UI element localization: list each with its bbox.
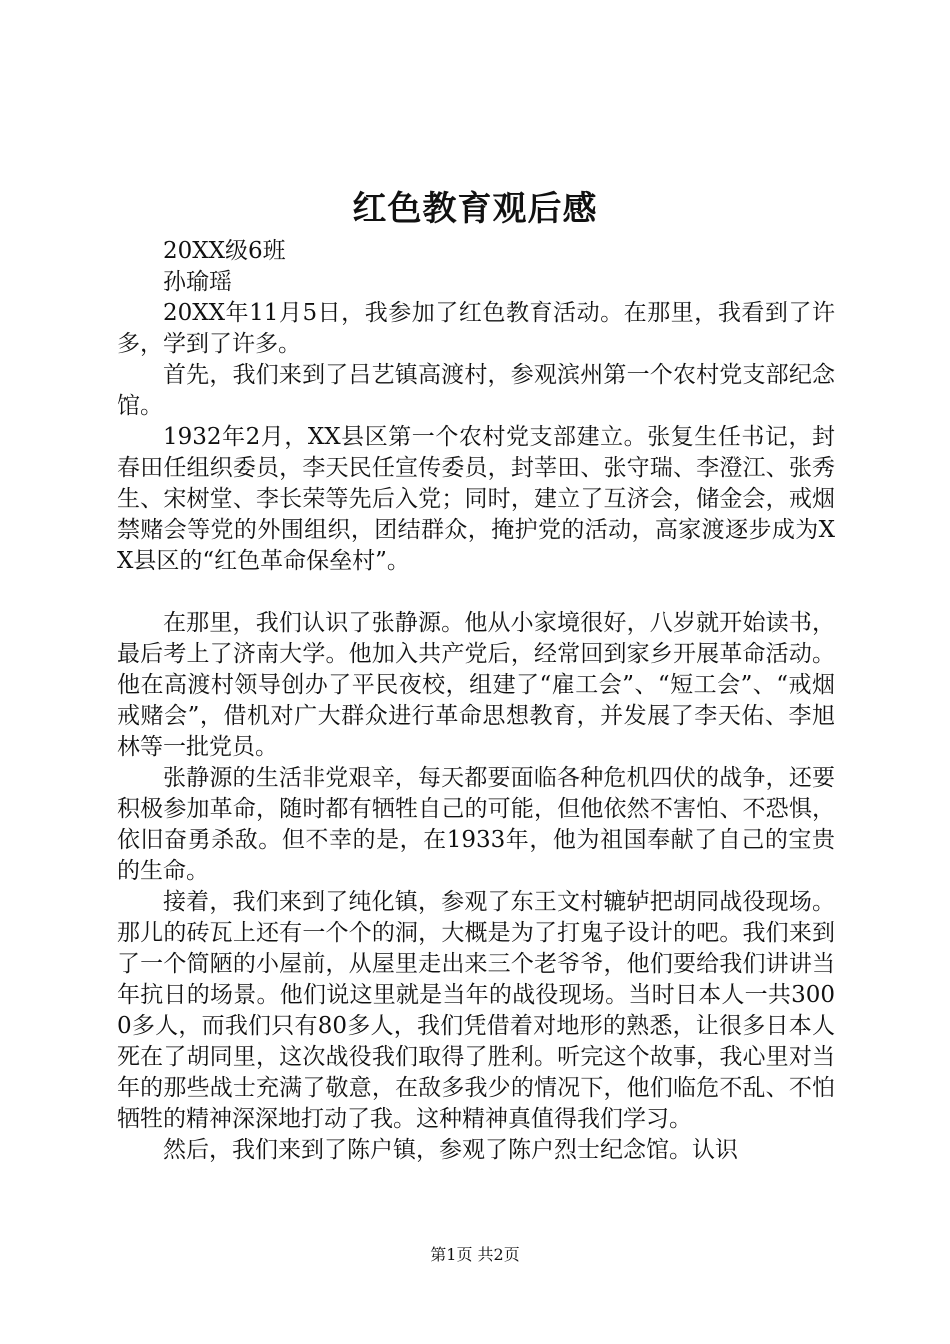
page-footer: 第1页 共2页 [430, 1245, 520, 1264]
paragraph-5: 张静源的生活非党艰辛，每天都要面临各种危机四伏的战争，还要积极参加革命，随时都有牺牲自己的可能，但他依然不害怕、不恐惧，依旧奋勇杀敌。但不幸的是，在1933年，他为祖国奉献了自己的宝贵的生命。 [117, 765, 835, 884]
document-body [117, 236, 835, 1166]
class-line: 20XX级6班 [163, 238, 286, 264]
document-title: 红色教育观后感 [352, 189, 598, 229]
paragraph-1: 20XX年11月5日，我参加了红色教育活动。在那里，我看到了许多，学到了许多。 [117, 300, 835, 357]
author-line: 孙瑜瑶 [163, 269, 232, 295]
paragraph-4: 在那里，我们认识了张静源。他从小家境很好，八岁就开始读书，最后考上了济南大学。他加入共产党后，经常回到家乡开展革命活动。他在高渡村领导创办了平民夜校，组建了“雇工会”、“短工会”、“戒烟戒赌会”，借机对广大群众进行革命思想教育，并发展了李天佑、李旭林等一批党员。 [117, 610, 835, 760]
paragraph-3: 1932年2月，XX县区第一个农村党支部建立。张复生任书记，封春田任组织委员，李天民任宣传委员，封莘田、张守瑞、李澄江、张秀生、宋树堂、李长荣等先后入党；同时，建立了互济会，储金会，戒烟禁赌会等党的外围组织，团结群众，掩护党的活动，高家渡逐步成为XX县区的“红色革命保垒村”。 [117, 424, 835, 574]
paragraph-2: 首先，我们来到了吕艺镇高渡村，参观滨州第一个农村党支部纪念馆。 [117, 362, 835, 419]
paragraph-6: 接着，我们来到了纯化镇，参观了东王文村辘轳把胡同战役现场。那儿的砖瓦上还有一个个的洞，大概是为了打鬼子设计的吧。我们来到了一个简陋的小屋前，从屋里走出来三个老爷爷，他们要给我们讲讲当年抗日的场景。他们说这里就是当年的战役现场。当时日本人一共3000多人，而我们只有80多人，我们凭借着对地形的熟悉，让很多日本人死在了胡同里，这次战役我们取得了胜利。听完这个故事，我心里对当年的那些战士充满了敬意，在敌多我少的情况下，他们临危不乱、不怕牺牲的精神深深地打动了我。这种精神真值得我们学习。 [117, 889, 835, 1132]
paragraph-7: 然后，我们来到了陈户镇，参观了陈户烈士纪念馆。认识 [163, 1137, 738, 1163]
